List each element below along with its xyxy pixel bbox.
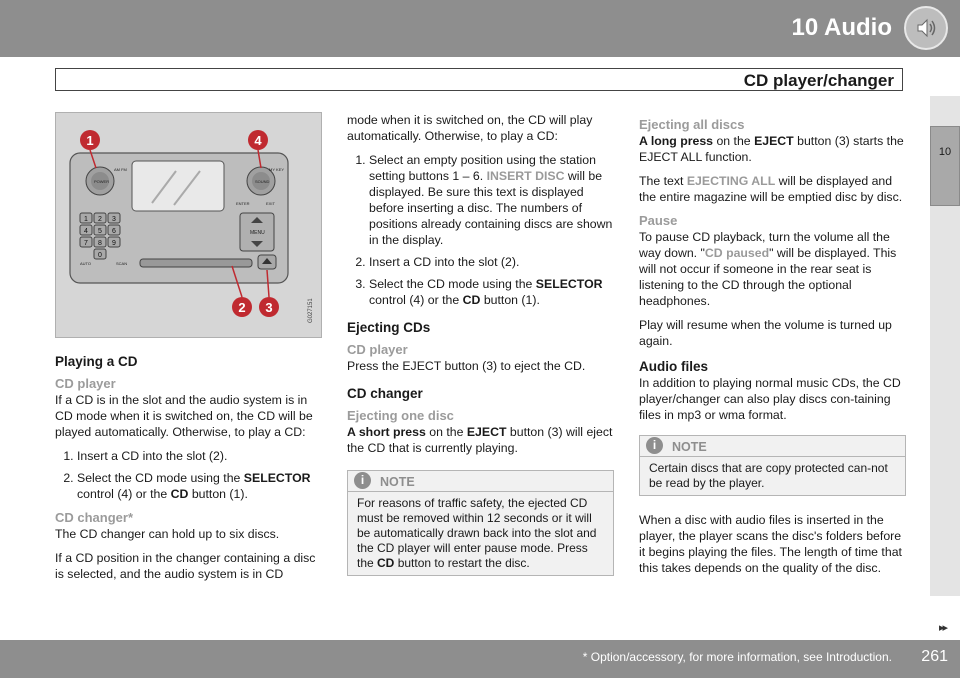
keypad-key-label: 3 — [112, 216, 116, 223]
keypad-key-label: 7 — [84, 240, 88, 247]
speaker-icon — [904, 6, 948, 50]
next-page-arrows-icon: ▸▸ — [938, 622, 946, 634]
paragraph-pause: To pause CD playback, turn the volume all the way down. "CD paused" will be displayed. This will not occur if someone in the rear seat is listening to the CD through the optional headphones. — [639, 230, 897, 308]
keypad-key-label: 6 — [112, 228, 116, 235]
keypad-key-label: 8 — [98, 240, 102, 247]
note-title: NOTE — [672, 440, 707, 454]
paragraph-ejecting-all-text: The text EJECTING ALL will be displayed and the entire magazine will be emptied disc by disc. — [639, 174, 903, 204]
chapter-tab — [930, 126, 960, 206]
enter-label: ENTER — [236, 201, 250, 206]
section-title-box — [55, 68, 903, 91]
note-title: NOTE — [380, 475, 415, 489]
control-panel-illustration — [56, 113, 321, 337]
keypad-key-label: 0 — [98, 252, 102, 259]
header-bar — [0, 0, 960, 57]
footnote: * Option/accessory, for more information, see Introduction. — [582, 650, 892, 664]
note-copy-protected — [639, 435, 906, 496]
page-number: 261 — [921, 648, 948, 665]
subheading-ejecting-one-disc: Ejecting one disc — [347, 408, 454, 423]
changer-steps — [347, 152, 614, 308]
chapter-tab-number: 10 — [938, 146, 952, 158]
am-fm-label: AM FM — [114, 167, 127, 172]
callout-4: 4 — [254, 133, 262, 148]
cd-player-figure — [55, 112, 322, 338]
info-icon: i — [646, 437, 663, 454]
section-title: CD player/changer — [743, 71, 894, 90]
heading-cd-changer: CD changer — [347, 386, 423, 401]
paragraph-changer-capacity: The CD changer can hold up to six discs. — [55, 527, 280, 541]
column-3 — [639, 117, 906, 584]
keypad-key-label: 5 — [98, 228, 102, 235]
my-key-label: MY KEY — [269, 167, 285, 172]
paragraph-changer-position: If a CD position in the changer containing a disc is selected, and the audio system is in CD — [55, 551, 316, 581]
column-1 — [55, 112, 322, 590]
paragraph-continued: mode when it is switched on, the CD will play automatically. Otherwise, to play a CD: — [347, 113, 593, 143]
column-2 — [347, 112, 614, 584]
step-select-cd-mode: 2. Select the CD mode using the SELECTOR control (4) or the CD button (1). — [77, 470, 322, 502]
menu-label: MENU — [250, 230, 265, 236]
step-select-cd-mode: 3. Select the CD mode using the SELECTOR control (4) or the CD button (1). — [369, 276, 614, 308]
subheading-ejecting-all-discs: Ejecting all discs — [639, 117, 745, 132]
info-icon: i — [354, 472, 371, 489]
footer-bar — [0, 640, 960, 678]
figure-code: G027151 — [308, 298, 314, 323]
paragraph-playing-intro: If a CD is in the slot and the audio system is in CD mode when it is switched on, the CD will be played automatically. Otherwise, to play a CD: — [55, 393, 313, 439]
heading-playing-cd: Playing a CD — [55, 354, 138, 369]
note-body: Certain discs that are copy protected can-not be read by the player. — [649, 461, 888, 490]
paragraph-eject-all: A long press on the EJECT button (3) starts the EJECT ALL function. — [639, 134, 904, 164]
heading-audio-files: Audio files — [639, 359, 709, 374]
callout-2: 2 — [238, 300, 246, 315]
subheading-cd-player: CD player — [347, 342, 408, 357]
paragraph-eject-player: Press the EJECT button (3) to eject the CD. — [347, 359, 586, 373]
scan-label: SCAN — [116, 261, 128, 266]
auto-label: AUTO — [80, 261, 92, 266]
paragraph-eject-one: A short press on the EJECT button (3) will eject the CD that is currently playing. — [347, 425, 613, 455]
step-insert-cd: 1. Insert a CD into the slot (2). — [77, 448, 322, 464]
keypad-key-label: 1 — [84, 216, 88, 223]
paragraph-resume: Play will resume when the volume is turned up again. — [639, 318, 892, 348]
paragraph-audio-files: In addition to playing normal music CDs, the CD player/changer can also play discs con-taining files in mp3 or wma format. — [639, 376, 901, 422]
step-insert-cd: 2. Insert a CD into the slot (2). — [369, 254, 614, 270]
exit-label: EXIT — [266, 201, 275, 206]
callout-1: 1 — [86, 133, 94, 148]
heading-ejecting-cds: Ejecting CDs — [347, 320, 431, 335]
note-body: For reasons of traffic safety, the ejected CD must be removed within 12 seconds or it will be automatically drawn back into the slot and the CD player will enter pause mode. Press the CD button to restart the disc. — [357, 496, 597, 570]
sound-label: SOUND — [255, 179, 270, 184]
subheading-cd-player: CD player — [55, 376, 116, 391]
keypad-key-label: 9 — [112, 240, 116, 247]
power-label: POWER — [94, 179, 110, 184]
paragraph-scan-folders: When a disc with audio files is inserted in the player, the player scans the disc's folders before it begins playing the files. The length of time that this takes depends on the quality of the disc. — [639, 513, 902, 575]
keypad-key-label: 4 — [84, 228, 88, 235]
step-select-position: 1. Select an empty position using the station setting buttons 1 – 6. INSERT DISC will be displayed. Be sure this text is displayed before inserting a disc. The numbers of positions already containing discs are shown in the display. — [369, 152, 614, 248]
chapter-title: 10 Audio — [791, 14, 892, 41]
subheading-cd-changer: CD changer* — [55, 510, 134, 525]
keypad-key-label: 2 — [98, 216, 102, 223]
note-traffic-safety — [347, 470, 614, 576]
subheading-pause: Pause — [639, 213, 678, 228]
callout-3: 3 — [265, 300, 273, 315]
playing-steps — [55, 448, 322, 502]
